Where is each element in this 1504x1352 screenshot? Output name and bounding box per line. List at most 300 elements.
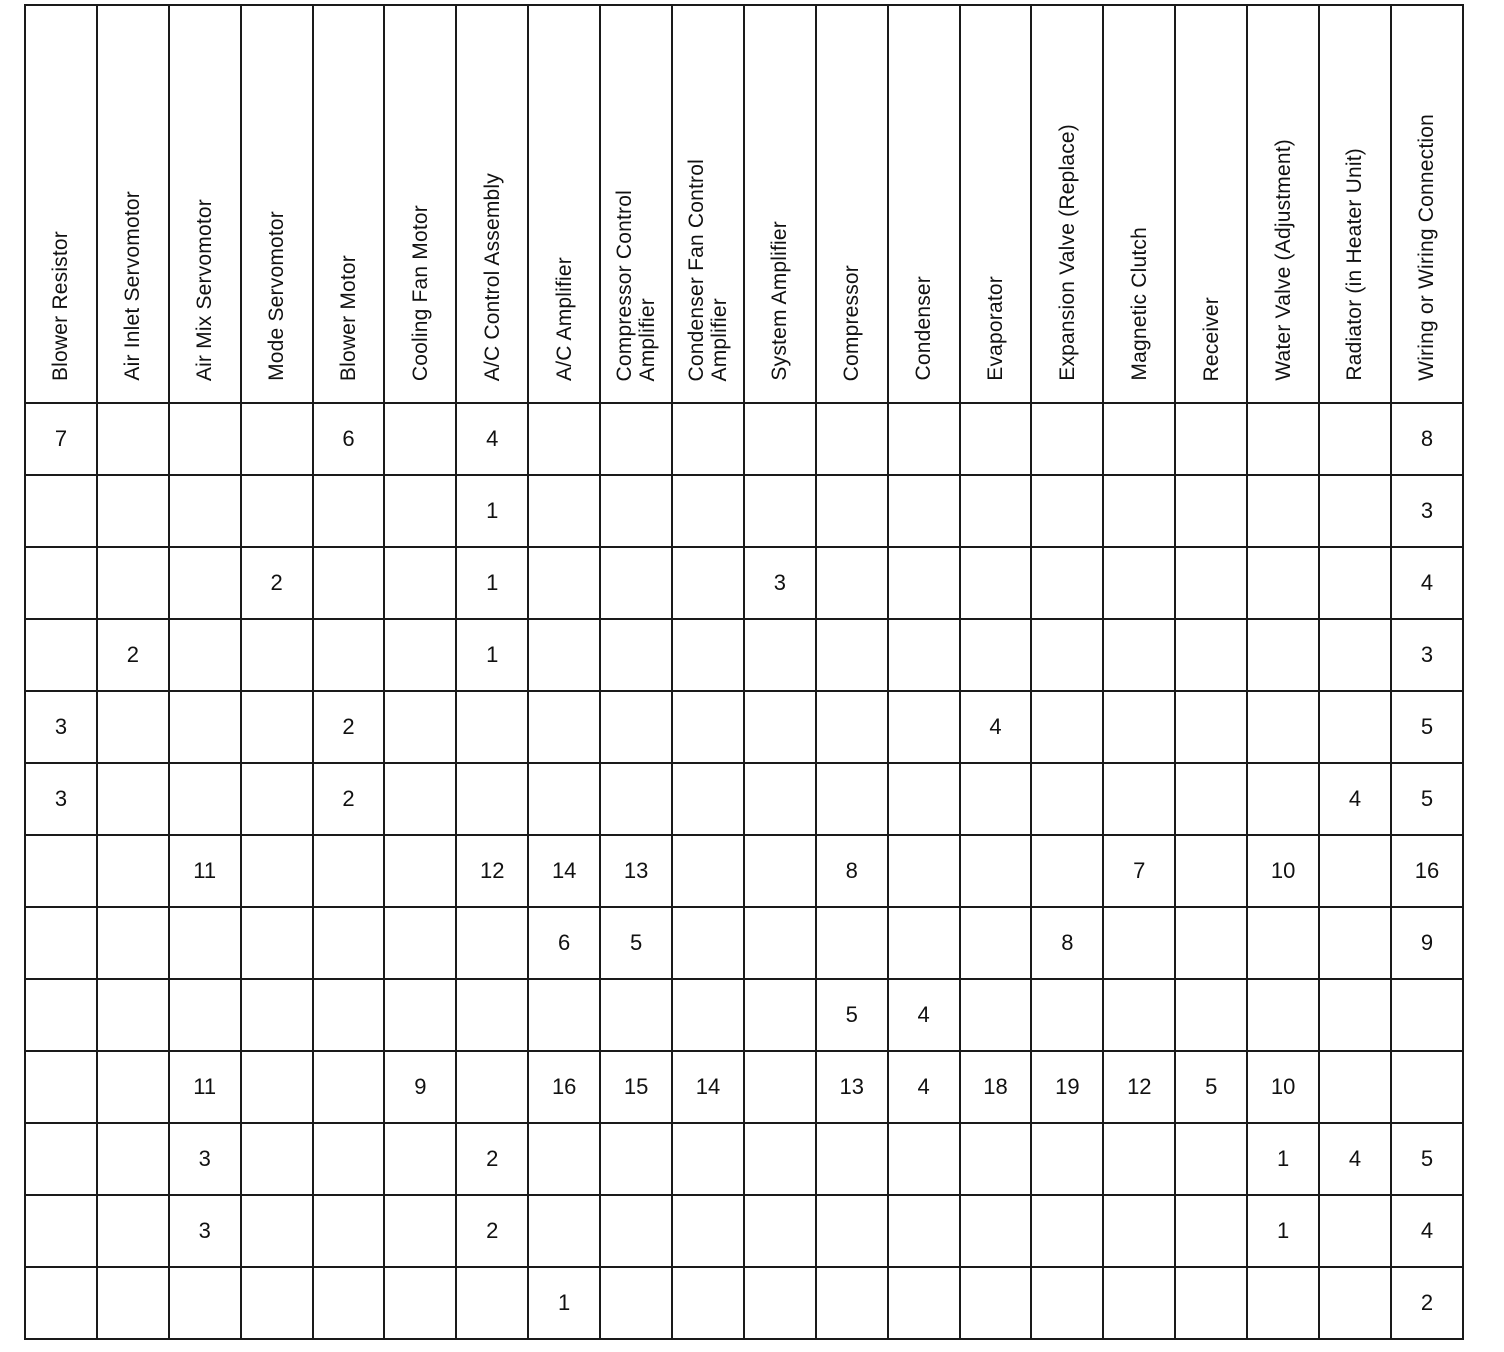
table-cell [816, 1123, 888, 1195]
table-cell [672, 907, 744, 979]
column-header-label: Receiver [1199, 296, 1223, 381]
table-row [25, 475, 1463, 547]
table-cell [97, 1051, 169, 1123]
table-cell [1391, 1051, 1463, 1123]
table-cell [960, 1123, 1032, 1195]
table-cell [888, 907, 960, 979]
table-cell [25, 1123, 97, 1195]
table-cell [528, 691, 600, 763]
table-cell [1319, 1195, 1391, 1267]
table-cell: 7 [1103, 835, 1175, 907]
table-cell [1103, 907, 1175, 979]
table-cell [25, 619, 97, 691]
table-cell: 16 [1391, 835, 1463, 907]
table-cell [25, 475, 97, 547]
table-cell [960, 403, 1032, 475]
table-cell [744, 1051, 816, 1123]
table-cell [1103, 1195, 1175, 1267]
table-cell [1175, 1195, 1247, 1267]
table-cell [672, 547, 744, 619]
table-cell [1247, 475, 1319, 547]
matrix-body [25, 403, 1463, 1339]
table-row [25, 691, 1463, 763]
table-cell [672, 403, 744, 475]
table-cell [241, 979, 313, 1051]
table-cell: 7 [25, 403, 97, 475]
table-cell [241, 1195, 313, 1267]
table-cell [97, 547, 169, 619]
table-row [25, 835, 1463, 907]
table-cell [816, 763, 888, 835]
table-cell [1175, 763, 1247, 835]
table-cell: 2 [456, 1195, 528, 1267]
table-cell [1319, 907, 1391, 979]
table-cell [1247, 907, 1319, 979]
table-cell [97, 1267, 169, 1339]
table-cell [1319, 475, 1391, 547]
table-cell [600, 763, 672, 835]
table-cell [672, 475, 744, 547]
column-header [888, 5, 960, 403]
table-cell [25, 1267, 97, 1339]
table-cell [384, 1123, 456, 1195]
table-cell [960, 475, 1032, 547]
table-cell: 3 [744, 547, 816, 619]
table-cell [744, 763, 816, 835]
table-cell [313, 907, 385, 979]
table-cell [888, 835, 960, 907]
table-cell [528, 1195, 600, 1267]
table-cell [960, 979, 1032, 1051]
table-cell [816, 1195, 888, 1267]
table-cell: 2 [97, 619, 169, 691]
table-cell [1031, 835, 1103, 907]
table-cell [313, 619, 385, 691]
table-cell [960, 907, 1032, 979]
table-cell: 13 [600, 835, 672, 907]
table-cell [169, 475, 241, 547]
table-cell [1247, 691, 1319, 763]
table-cell [600, 691, 672, 763]
table-cell [241, 1123, 313, 1195]
table-cell: 3 [1391, 475, 1463, 547]
table-cell [97, 835, 169, 907]
table-cell: 4 [1319, 1123, 1391, 1195]
table-cell [528, 619, 600, 691]
table-cell [1175, 835, 1247, 907]
table-cell [1247, 619, 1319, 691]
table-cell [1247, 403, 1319, 475]
table-cell [744, 1267, 816, 1339]
table-cell [888, 763, 960, 835]
column-header-label: Radiator (in Heater Unit) [1343, 148, 1367, 381]
table-cell [672, 1123, 744, 1195]
table-cell [97, 1123, 169, 1195]
table-cell [384, 547, 456, 619]
table-cell [1175, 547, 1247, 619]
table-cell [744, 979, 816, 1051]
table-cell [456, 979, 528, 1051]
table-cell [384, 1267, 456, 1339]
table-cell [1319, 403, 1391, 475]
column-header [313, 5, 385, 403]
table-cell [1175, 1267, 1247, 1339]
table-cell [600, 979, 672, 1051]
column-header [1319, 5, 1391, 403]
table-cell [384, 691, 456, 763]
column-header-label: A/C Amplifier [552, 257, 576, 381]
column-header-label: Magnetic Clutch [1127, 227, 1151, 381]
table-cell [816, 403, 888, 475]
table-cell: 1 [456, 619, 528, 691]
table-cell [1247, 1267, 1319, 1339]
table-cell: 9 [384, 1051, 456, 1123]
table-row [25, 547, 1463, 619]
table-cell [960, 619, 1032, 691]
table-row [25, 403, 1463, 475]
table-cell: 4 [1391, 547, 1463, 619]
column-header-label: Air Mix Servomotor [193, 198, 217, 381]
table-cell: 4 [1391, 1195, 1463, 1267]
table-cell: 3 [1391, 619, 1463, 691]
table-cell [816, 547, 888, 619]
table-cell [672, 1267, 744, 1339]
column-header-label: Air Inlet Servomotor [121, 191, 145, 381]
table-cell [888, 1195, 960, 1267]
table-cell [1319, 1267, 1391, 1339]
table-cell: 6 [313, 403, 385, 475]
table-cell: 12 [456, 835, 528, 907]
table-cell: 12 [1103, 1051, 1175, 1123]
table-cell [888, 619, 960, 691]
header-row [25, 5, 1463, 403]
table-cell [456, 1267, 528, 1339]
table-cell [816, 907, 888, 979]
table-cell [600, 1267, 672, 1339]
table-cell [1031, 475, 1103, 547]
table-cell: 11 [169, 835, 241, 907]
column-header-label: A/C Control Assembly [480, 172, 504, 381]
table-row [25, 1195, 1463, 1267]
table-cell: 13 [816, 1051, 888, 1123]
table-cell [600, 1123, 672, 1195]
table-cell [313, 1267, 385, 1339]
table-cell [241, 403, 313, 475]
table-cell [313, 835, 385, 907]
table-cell [888, 403, 960, 475]
column-header [169, 5, 241, 403]
table-cell [672, 619, 744, 691]
column-header [1031, 5, 1103, 403]
table-cell [1103, 1267, 1175, 1339]
table-cell: 5 [816, 979, 888, 1051]
table-cell [313, 1051, 385, 1123]
table-cell [25, 1195, 97, 1267]
table-cell [960, 547, 1032, 619]
table-cell: 14 [672, 1051, 744, 1123]
table-cell [1247, 979, 1319, 1051]
table-cell [25, 1051, 97, 1123]
table-cell [528, 1123, 600, 1195]
table-cell: 8 [1391, 403, 1463, 475]
table-cell: 3 [169, 1195, 241, 1267]
table-cell [313, 475, 385, 547]
table-cell [1031, 979, 1103, 1051]
table-cell [528, 979, 600, 1051]
column-header [816, 5, 888, 403]
table-cell [744, 835, 816, 907]
table-cell [888, 475, 960, 547]
table-cell [169, 547, 241, 619]
table-cell [384, 1195, 456, 1267]
table-cell: 3 [25, 691, 97, 763]
table-cell: 5 [1391, 1123, 1463, 1195]
table-cell [672, 691, 744, 763]
table-cell: 5 [1175, 1051, 1247, 1123]
table-cell [672, 763, 744, 835]
table-cell [241, 1267, 313, 1339]
table-cell [169, 619, 241, 691]
table-row [25, 1051, 1463, 1123]
table-cell [169, 907, 241, 979]
table-cell: 2 [313, 691, 385, 763]
column-header-label: Wiring or Wiring Connection [1415, 114, 1439, 381]
column-header [384, 5, 456, 403]
table-cell: 8 [1031, 907, 1103, 979]
table-row [25, 907, 1463, 979]
table-cell [1031, 1123, 1103, 1195]
table-cell [1391, 979, 1463, 1051]
table-cell [169, 763, 241, 835]
table-cell: 1 [528, 1267, 600, 1339]
table-cell [528, 763, 600, 835]
table-cell: 4 [456, 403, 528, 475]
table-cell [672, 1195, 744, 1267]
table-cell [1103, 979, 1175, 1051]
table-cell [1175, 907, 1247, 979]
table-cell [1031, 691, 1103, 763]
column-header-label: Mode Servomotor [265, 211, 289, 381]
table-cell [1031, 619, 1103, 691]
table-cell [97, 691, 169, 763]
table-cell [816, 475, 888, 547]
table-cell [1175, 619, 1247, 691]
table-cell [1103, 619, 1175, 691]
column-header [744, 5, 816, 403]
table-cell [97, 763, 169, 835]
table-cell [1247, 547, 1319, 619]
table-cell: 19 [1031, 1051, 1103, 1123]
table-cell [816, 619, 888, 691]
table-cell: 4 [888, 979, 960, 1051]
table-cell [1103, 691, 1175, 763]
table-cell: 3 [169, 1123, 241, 1195]
column-header-label: Condenser Fan Control Amplifier [684, 158, 731, 381]
table-cell: 10 [1247, 835, 1319, 907]
column-header [1103, 5, 1175, 403]
column-header [672, 5, 744, 403]
table-cell [528, 403, 600, 475]
table-cell [744, 1123, 816, 1195]
table-cell: 4 [960, 691, 1032, 763]
table-cell [456, 1051, 528, 1123]
table-cell [384, 979, 456, 1051]
table-cell [384, 907, 456, 979]
table-cell: 1 [1247, 1195, 1319, 1267]
column-header [1247, 5, 1319, 403]
column-header [456, 5, 528, 403]
table-cell [1103, 763, 1175, 835]
table-cell [1319, 835, 1391, 907]
table-cell [97, 403, 169, 475]
table-cell [600, 619, 672, 691]
table-cell [888, 1123, 960, 1195]
table-cell [313, 1195, 385, 1267]
column-header-label: Evaporator [984, 276, 1008, 381]
table-cell: 3 [25, 763, 97, 835]
table-cell [241, 619, 313, 691]
troubleshooting-matrix [24, 4, 1464, 1340]
table-cell: 16 [528, 1051, 600, 1123]
table-cell: 5 [600, 907, 672, 979]
table-cell [384, 763, 456, 835]
table-cell [1103, 475, 1175, 547]
table-cell [1319, 619, 1391, 691]
table-cell: 8 [816, 835, 888, 907]
table-cell [169, 691, 241, 763]
table-cell [1031, 1267, 1103, 1339]
table-cell: 11 [169, 1051, 241, 1123]
table-cell [456, 763, 528, 835]
table-cell [1103, 1123, 1175, 1195]
table-cell [169, 1267, 241, 1339]
table-cell [528, 547, 600, 619]
table-cell [241, 475, 313, 547]
column-header [1391, 5, 1463, 403]
column-header-label: Compressor [840, 264, 864, 381]
table-cell [313, 1123, 385, 1195]
table-cell: 2 [313, 763, 385, 835]
table-cell [1031, 763, 1103, 835]
table-row [25, 619, 1463, 691]
column-header-label: Blower Motor [337, 254, 360, 381]
table-cell [1031, 403, 1103, 475]
table-cell [97, 907, 169, 979]
column-header [97, 5, 169, 403]
table-cell: 5 [1391, 691, 1463, 763]
table-cell: 5 [1391, 763, 1463, 835]
table-cell [241, 763, 313, 835]
table-cell: 6 [528, 907, 600, 979]
table-cell: 1 [1247, 1123, 1319, 1195]
table-cell [169, 979, 241, 1051]
table-cell [744, 1195, 816, 1267]
table-cell [313, 547, 385, 619]
column-header-label: Expansion Valve (Replace) [1055, 124, 1079, 381]
table-cell: 9 [1391, 907, 1463, 979]
column-header-label: Compressor Control Amplifier [613, 189, 660, 381]
table-cell [816, 1267, 888, 1339]
table-cell [1103, 403, 1175, 475]
table-cell: 4 [888, 1051, 960, 1123]
table-row [25, 763, 1463, 835]
table-cell: 1 [456, 547, 528, 619]
table-cell [1031, 547, 1103, 619]
table-cell [816, 691, 888, 763]
table-cell [456, 691, 528, 763]
table-cell [384, 619, 456, 691]
table-cell [384, 475, 456, 547]
column-header-label: Condenser [912, 276, 936, 381]
table-cell [960, 763, 1032, 835]
table-cell [888, 547, 960, 619]
table-cell [744, 619, 816, 691]
table-cell [1319, 979, 1391, 1051]
table-cell [97, 979, 169, 1051]
table-cell [960, 1267, 1032, 1339]
table-cell [313, 979, 385, 1051]
table-cell [960, 835, 1032, 907]
table-cell [1175, 475, 1247, 547]
table-cell [97, 1195, 169, 1267]
table-cell: 2 [456, 1123, 528, 1195]
table-cell: 1 [456, 475, 528, 547]
table-cell [241, 691, 313, 763]
table-cell [888, 1267, 960, 1339]
table-cell [672, 979, 744, 1051]
table-row [25, 979, 1463, 1051]
table-cell [25, 835, 97, 907]
table-cell: 18 [960, 1051, 1032, 1123]
table-row [25, 1123, 1463, 1195]
table-cell [1319, 1051, 1391, 1123]
table-row [25, 1267, 1463, 1339]
table-cell [600, 547, 672, 619]
table-cell [672, 835, 744, 907]
table-cell [960, 1195, 1032, 1267]
column-header [528, 5, 600, 403]
column-header [25, 5, 97, 403]
table-cell: 4 [1319, 763, 1391, 835]
table-cell [528, 475, 600, 547]
table-cell [25, 547, 97, 619]
table-cell: 14 [528, 835, 600, 907]
table-cell [97, 475, 169, 547]
table-cell [241, 907, 313, 979]
table-cell: 10 [1247, 1051, 1319, 1123]
table-cell [25, 907, 97, 979]
table-cell [25, 979, 97, 1051]
column-header-label: Blower Resistor [49, 230, 73, 381]
table-cell: 15 [600, 1051, 672, 1123]
table-cell [1175, 979, 1247, 1051]
table-cell [241, 835, 313, 907]
table-cell: 2 [241, 547, 313, 619]
table-cell [384, 403, 456, 475]
table-cell [456, 907, 528, 979]
column-header-label: Water Valve (Adjustment) [1271, 139, 1295, 381]
column-header [1175, 5, 1247, 403]
table-cell [1175, 691, 1247, 763]
table-cell [384, 835, 456, 907]
table-cell [744, 907, 816, 979]
table-cell [744, 691, 816, 763]
table-cell [241, 1051, 313, 1123]
table-cell [1319, 691, 1391, 763]
table-cell [1247, 763, 1319, 835]
table-cell [600, 1195, 672, 1267]
column-header [241, 5, 313, 403]
